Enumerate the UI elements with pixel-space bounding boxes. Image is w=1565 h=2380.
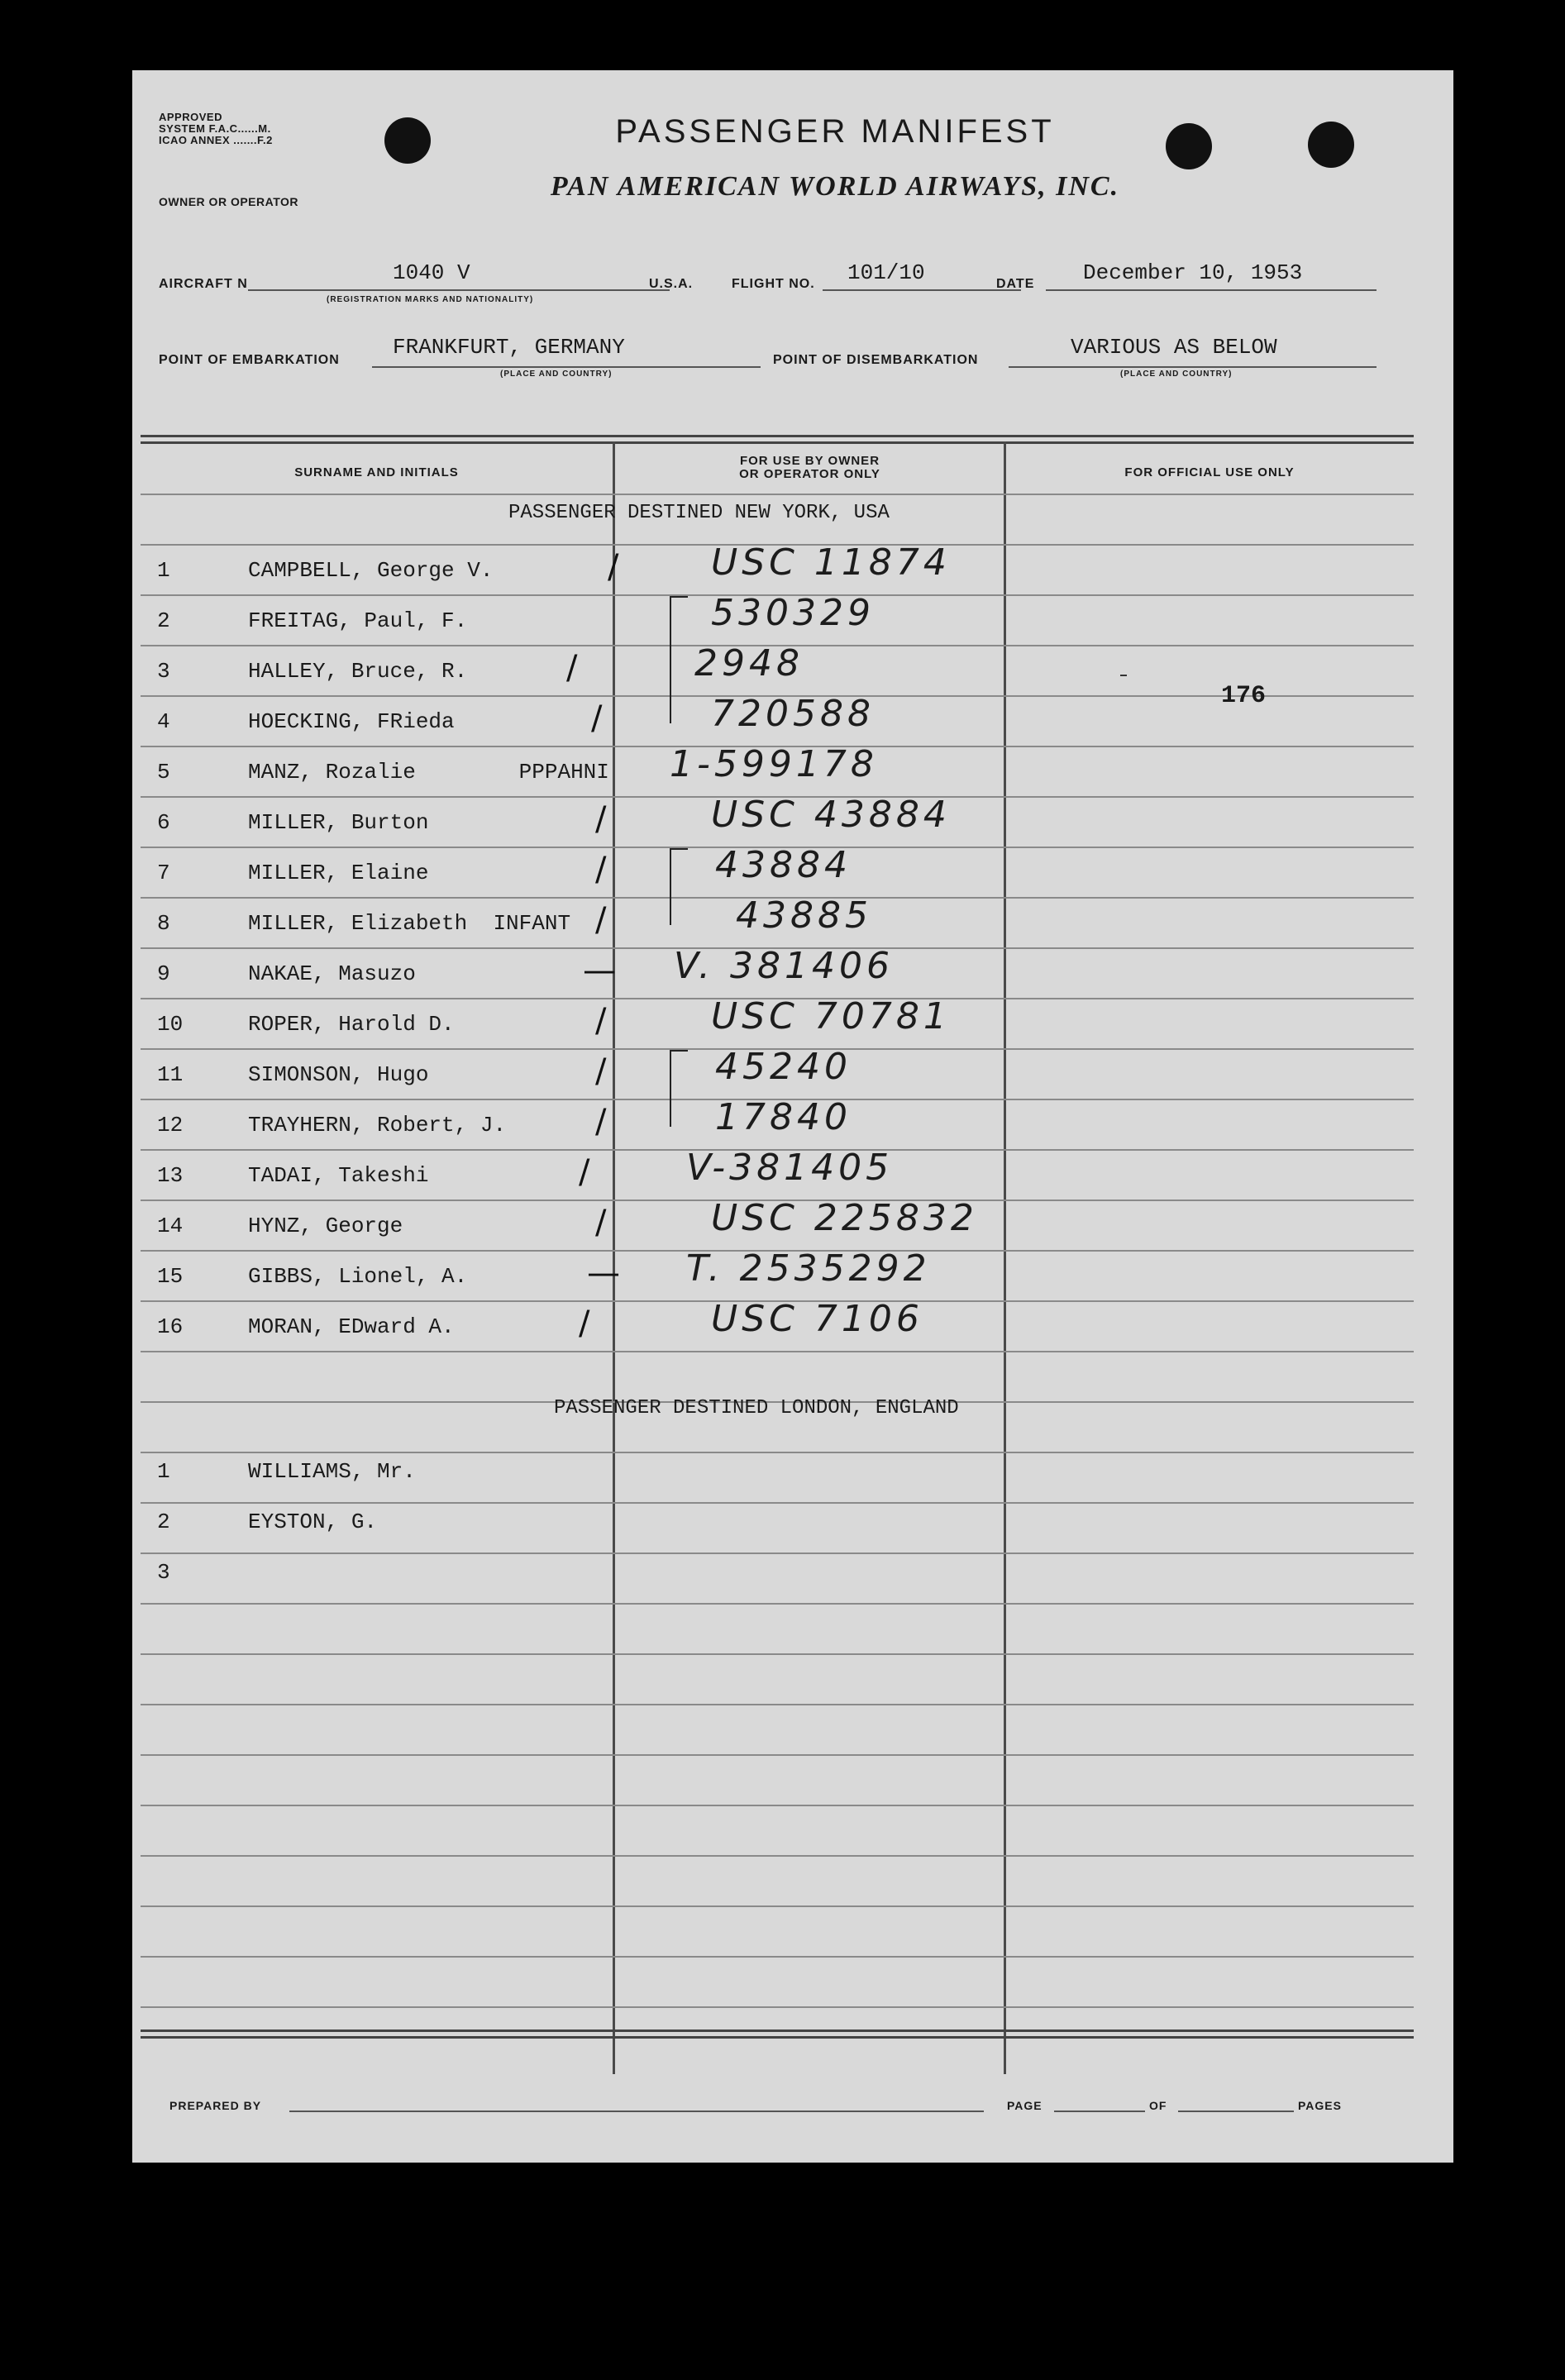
- check-mark: /: [595, 1052, 607, 1090]
- bracket-mark: [670, 848, 688, 925]
- handwritten-document-number: 45240: [715, 1046, 852, 1088]
- handwritten-document-number: 43885: [736, 894, 872, 937]
- passenger-name: MILLER, Elaine: [248, 861, 429, 885]
- row-rule: [141, 494, 1414, 495]
- embarkation-sublabel: (PLACE AND COUNTRY): [500, 370, 613, 379]
- row-rule: [141, 1502, 1414, 1504]
- column-header-owner-line: FOR USE BY OWNER: [739, 454, 880, 468]
- passenger-number: 1: [157, 558, 170, 583]
- check-mark: /: [595, 800, 607, 838]
- table-bottom-rule-2: [141, 2036, 1414, 2039]
- row-rule: [141, 1855, 1414, 1857]
- handwritten-document-number: T. 2535292: [686, 1247, 931, 1290]
- punch-hole-left: [384, 117, 431, 164]
- embarkation-value: FRANKFURT, GERMANY: [393, 335, 625, 360]
- flight-value: 101/10: [847, 260, 925, 285]
- approval-block: [159, 112, 273, 146]
- passenger-name: WILLIAMS, Mr.: [248, 1459, 416, 1484]
- passenger-number: 5: [157, 760, 170, 785]
- handwritten-document-number: USC 43884: [711, 794, 951, 836]
- passenger-name: CAMPBELL, George V.: [248, 558, 494, 583]
- row-rule: [141, 1351, 1414, 1352]
- page-title: PASSENGER MANIFEST: [615, 113, 1055, 150]
- pages-label: PAGES: [1298, 2099, 1342, 2112]
- official-number: 176: [1221, 682, 1267, 710]
- approval-line: ICAO ANNEX .......F.2: [159, 134, 273, 146]
- prepared-by-label: PREPARED BY: [169, 2099, 262, 2112]
- row-rule: [141, 1905, 1414, 1907]
- passenger-name: SIMONSON, Hugo: [248, 1062, 429, 1087]
- column-header-owner-line: OR OPERATOR ONLY: [739, 467, 880, 481]
- passenger-number: 15: [157, 1264, 184, 1289]
- passenger-name: TADAI, Takeshi: [248, 1163, 429, 1188]
- disembarkation-value: VARIOUS AS BELOW: [1071, 335, 1277, 360]
- check-mark: /: [595, 851, 607, 889]
- row-rule: [141, 1754, 1414, 1756]
- flight-label: FLIGHT NO.: [732, 277, 815, 291]
- passenger-number: 12: [157, 1113, 184, 1138]
- handwritten-document-number: 17840: [715, 1096, 852, 1138]
- row-rule: [141, 1552, 1414, 1554]
- row-rule: [141, 1704, 1414, 1705]
- passenger-name: NAKAE, Masuzo: [248, 961, 416, 986]
- passenger-number: 3: [157, 1560, 170, 1585]
- passenger-name: MILLER, Elizabeth INFANT: [248, 911, 571, 936]
- passenger-name: MILLER, Burton: [248, 810, 429, 835]
- date-value: December 10, 1953: [1083, 260, 1303, 285]
- bracket-mark: [670, 596, 688, 723]
- row-rule: [141, 1805, 1414, 1806]
- handwritten-document-number: V. 381406: [674, 945, 894, 987]
- passenger-name: MORAN, EDward A.: [248, 1314, 455, 1339]
- check-mark: /: [595, 1002, 607, 1040]
- check-mark: /: [608, 548, 619, 586]
- approval-line: SYSTEM F.A.C......M.: [159, 122, 271, 135]
- handwritten-document-number: 720588: [711, 693, 875, 735]
- group-heading-london: PASSENGER DESTINED LONDON, ENGLAND: [554, 1397, 959, 1419]
- handwritten-document-number: USC 70781: [711, 995, 951, 1037]
- passenger-number: 9: [157, 961, 170, 986]
- passenger-number: 16: [157, 1314, 184, 1339]
- handwritten-document-number: V-381405: [686, 1147, 894, 1189]
- column-header-owner: [616, 455, 1004, 481]
- bracket-mark: [670, 1050, 688, 1127]
- handwritten-document-number: USC 11874: [711, 541, 951, 584]
- passenger-name: MANZ, Rozalie PPPAHNI: [248, 760, 609, 785]
- column-header-official: FOR OFFICIAL USE ONLY: [1124, 465, 1295, 479]
- table-bottom-rule: [141, 2029, 1414, 2032]
- manifest-sheet: [132, 70, 1453, 2163]
- passenger-number: 4: [157, 709, 170, 734]
- passenger-name: HALLEY, Bruce, R.: [248, 659, 468, 684]
- check-mark: /: [595, 1204, 607, 1242]
- check-mark: /: [566, 649, 578, 687]
- punch-hole-right-1: [1166, 123, 1212, 169]
- passenger-name: GIBBS, Lionel, A.: [248, 1264, 468, 1289]
- passenger-number: 7: [157, 861, 170, 885]
- passenger-name: HOECKING, FRieda: [248, 709, 455, 734]
- check-mark: —: [587, 1254, 620, 1292]
- handwritten-document-number: 43884: [715, 844, 852, 886]
- embarkation-label: POINT OF EMBARKATION: [159, 353, 340, 367]
- aircraft-label: AIRCRAFT N: [159, 277, 248, 291]
- punch-hole-right-2: [1308, 122, 1354, 168]
- passenger-number: 13: [157, 1163, 184, 1188]
- date-label: DATE: [996, 277, 1035, 291]
- row-rule: [141, 1956, 1414, 1958]
- check-mark: —: [583, 952, 616, 990]
- approval-line: APPROVED: [159, 111, 222, 123]
- official-dash: [1120, 675, 1127, 676]
- row-rule: [141, 1653, 1414, 1655]
- passenger-number: 6: [157, 810, 170, 835]
- country-label: U.S.A.: [649, 277, 694, 291]
- disembarkation-label: POINT OF DISEMBARKATION: [773, 353, 979, 367]
- passenger-number: 14: [157, 1214, 184, 1238]
- table-top-rule-2: [141, 441, 1414, 444]
- check-mark: /: [595, 901, 607, 939]
- row-rule: [141, 1603, 1414, 1605]
- passenger-number: 1: [157, 1459, 170, 1484]
- handwritten-document-number: USC 7106: [711, 1298, 923, 1340]
- passenger-name: EYSTON, G.: [248, 1510, 378, 1534]
- aircraft-sublabel: (REGISTRATION MARKS AND NATIONALITY): [327, 295, 534, 304]
- passenger-number: 10: [157, 1012, 184, 1037]
- disembarkation-sublabel: (PLACE AND COUNTRY): [1120, 370, 1233, 379]
- owner-label: OWNER OR OPERATOR: [159, 195, 298, 208]
- passenger-number: 3: [157, 659, 170, 684]
- airline-name: PAN AMERICAN WORLD AIRWAYS, INC.: [550, 171, 1120, 202]
- table-top-rule: [141, 435, 1414, 437]
- check-mark: /: [595, 1103, 607, 1141]
- group-heading-new-york: PASSENGER DESTINED NEW YORK, USA: [508, 502, 890, 524]
- passenger-name: TRAYHERN, Robert, J.: [248, 1113, 507, 1138]
- passenger-name: ROPER, Harold D.: [248, 1012, 455, 1037]
- check-mark: /: [591, 699, 603, 737]
- handwritten-document-number: USC 225832: [711, 1197, 978, 1239]
- passenger-number: 8: [157, 911, 170, 936]
- page-label: PAGE: [1007, 2099, 1043, 2112]
- row-rule: [141, 2006, 1414, 2008]
- passenger-name: FREITAG, Paul, F.: [248, 608, 468, 633]
- passenger-number: 2: [157, 608, 170, 633]
- passenger-name: HYNZ, George: [248, 1214, 403, 1238]
- handwritten-document-number: 2948: [694, 642, 804, 684]
- passenger-number: 2: [157, 1510, 170, 1534]
- handwritten-document-number: 530329: [711, 592, 875, 634]
- column-divider-2: [1004, 441, 1006, 2074]
- check-mark: /: [579, 1304, 590, 1343]
- passenger-number: 11: [157, 1062, 184, 1087]
- handwritten-document-number: 1-599178: [670, 743, 878, 785]
- aircraft-value: 1040 V: [393, 260, 470, 285]
- row-rule: [141, 1452, 1414, 1453]
- column-header-names: SURNAME AND INITIALS: [294, 465, 459, 479]
- of-label: OF: [1149, 2099, 1167, 2112]
- check-mark: /: [579, 1153, 590, 1191]
